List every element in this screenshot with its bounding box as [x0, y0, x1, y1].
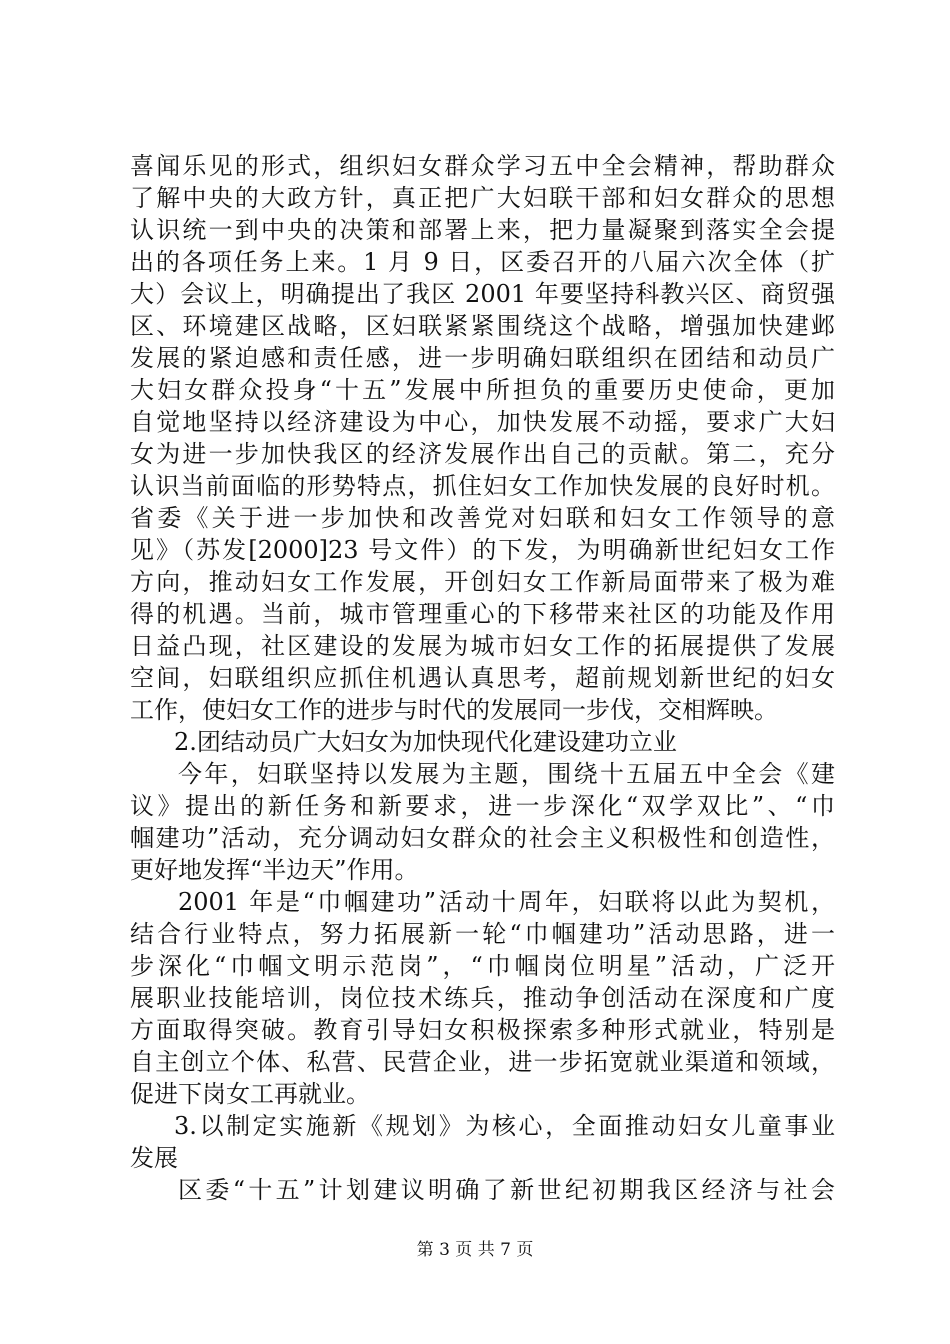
- paragraph-line: 大妇女群众投身“十五”发展中所担负的重要历史使命，更加: [130, 376, 835, 404]
- paragraph-line: 省委《关于进一步加快和改善党对妇联和妇女工作领导的意: [130, 504, 835, 532]
- paragraph-line: 促进下岗女工再就业。: [130, 1080, 370, 1108]
- paragraph-line: 日益凸现，社区建设的发展为城市妇女工作的拓展提供了发展: [130, 632, 835, 660]
- page-footer: 第 3 页 共 7 页: [416, 1240, 534, 1260]
- section-heading-line: 2.团结动员广大妇女为加快现代化建设建功立业: [174, 728, 677, 756]
- paragraph-line: 工作，使妇女工作的进步与时代的发展同一步伐，交相辉映。: [130, 696, 778, 724]
- paragraph-line: 自觉地坚持以经济建设为中心，加快发展不动摇，要求广大妇: [130, 408, 835, 436]
- paragraph-line: 女为进一步加快我区的经济发展作出自己的贡献。第二，充分: [130, 440, 835, 468]
- paragraph-line: 了解中央的大政方针，真正把广大妇联干部和妇女群众的思想: [130, 184, 835, 212]
- paragraph-line: 帼建功”活动，充分调动妇女群众的社会主义积极性和创造性，: [130, 824, 835, 852]
- paragraph-line: 见》（苏发[2000]23 号文件）的下发，为明确新世纪妇女工作: [130, 536, 835, 564]
- paragraph-line: 展职业技能培训，岗位技术练兵，推动争创活动在深度和广度: [130, 984, 835, 1012]
- paragraph-line: 认识统一到中央的决策和部署上来，把力量凝聚到落实全会提: [130, 216, 835, 244]
- paragraph-line: 步深化“巾帼文明示范岗”，“巾帼岗位明星”活动，广泛开: [130, 952, 835, 980]
- paragraph-line: 自主创立个体、私营、民营企业，进一步拓宽就业渠道和领域，: [130, 1048, 835, 1076]
- paragraph-line: 出的各项任务上来。1 月 9 日，区委召开的八届六次全体（扩: [130, 248, 835, 276]
- paragraph-line: 议》提出的新任务和新要求，进一步深化“双学双比”、“巾: [130, 792, 835, 820]
- paragraph-line: 大）会议上，明确提出了我区 2001 年要坚持科教兴区、商贸强: [130, 280, 835, 308]
- paragraph-line: 认识当前面临的形势特点，抓住妇女工作加快发展的良好时机。: [130, 472, 835, 500]
- paragraph-line: 发展: [130, 1144, 178, 1172]
- paragraph-line: 更好地发挥“半边天”作用。: [130, 856, 419, 884]
- paragraph-line: 得的机遇。当前，城市管理重心的下移带来社区的功能及作用: [130, 600, 835, 628]
- paragraph-line: 发展的紧迫感和责任感，进一步明确妇联组织在团结和动员广: [130, 344, 835, 372]
- paragraph-line: 空间，妇联组织应抓住机遇认真思考，超前规划新世纪的妇女: [130, 664, 835, 692]
- paragraph-line: 区委“十五”计划建议明确了新世纪初期我区经济与社会: [178, 1176, 835, 1204]
- paragraph-line: 区、环境建区战略，区妇联紧紧围绕这个战略，增强加快建邺: [130, 312, 835, 340]
- paragraph-line: 结合行业特点，努力拓展新一轮“巾帼建功”活动思路，进一: [130, 920, 835, 948]
- paragraph-line: 方向，推动妇女工作发展，开创妇女工作新局面带来了极为难: [130, 568, 835, 596]
- paragraph-line: 2001 年是“巾帼建功”活动十周年，妇联将以此为契机，: [178, 888, 835, 916]
- document-body: [130, 150, 835, 1206]
- paragraph-line: 今年，妇联坚持以发展为主题，围绕十五届五中全会《建: [178, 760, 835, 788]
- paragraph-line: 方面取得突破。教育引导妇女积极探索多种形式就业，特别是: [130, 1016, 835, 1044]
- paragraph-line: 喜闻乐见的形式，组织妇女群众学习五中全会精神，帮助群众: [130, 152, 835, 180]
- section-heading-line: 3.以制定实施新《规划》为核心，全面推动妇女儿童事业: [174, 1112, 835, 1140]
